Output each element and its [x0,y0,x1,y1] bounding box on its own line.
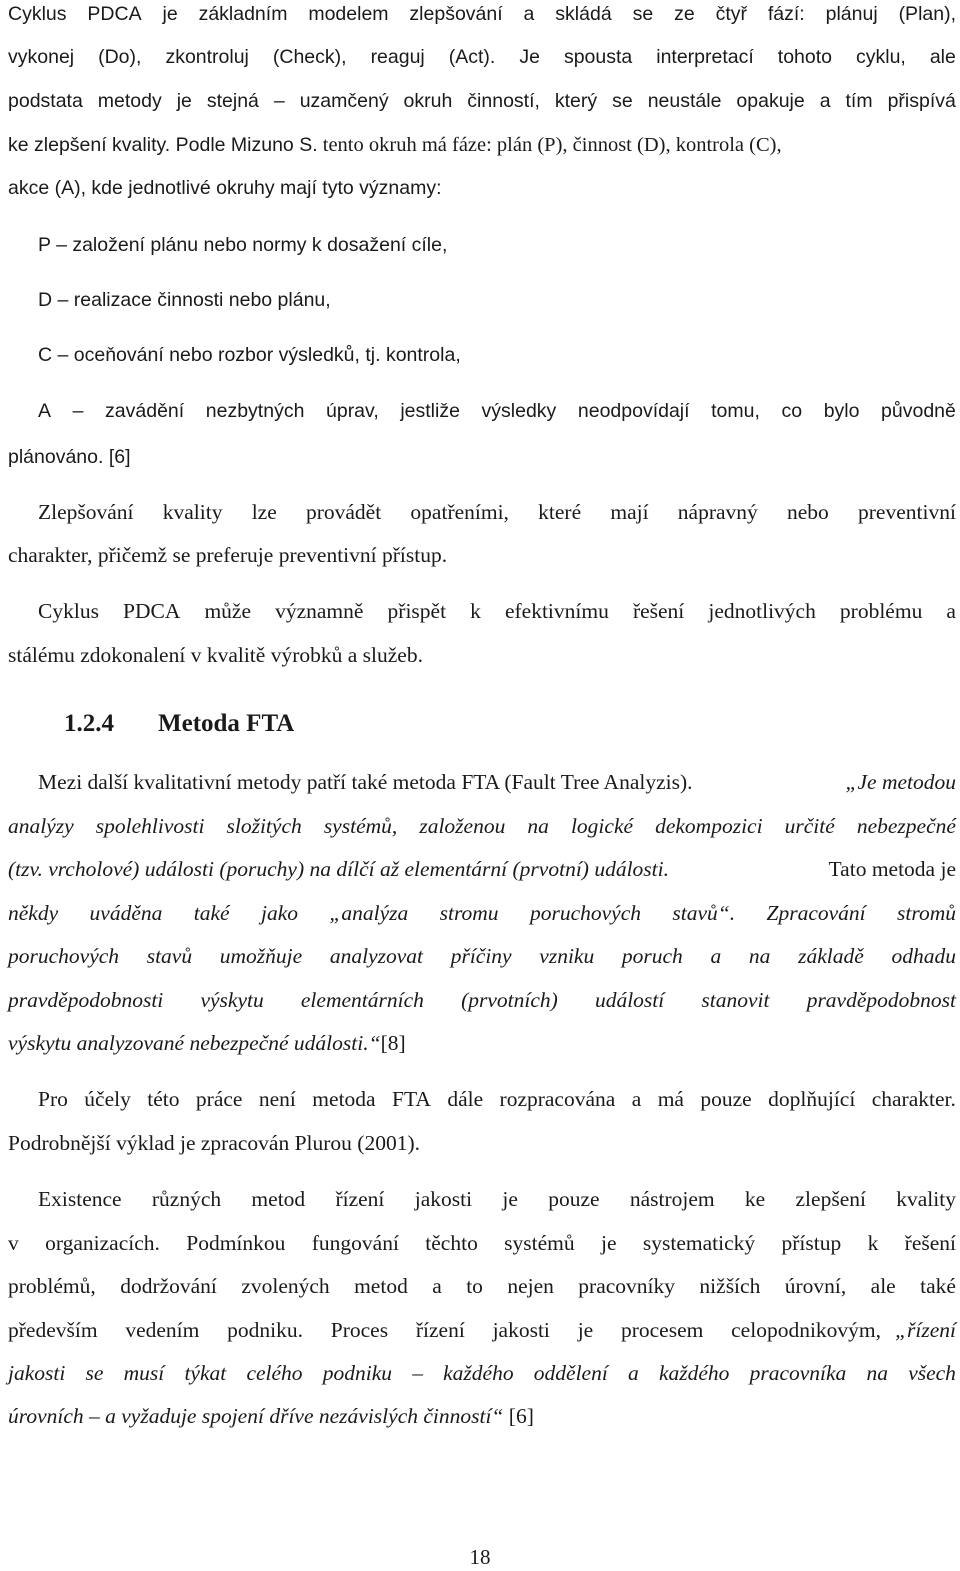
word: výsledky [481,400,557,422]
paragraph-line: akce (A), kde jednotlivé okruhy mají tyto významy: [8,177,442,199]
word: vzniku [539,944,595,968]
quote-text: (tzv. vrcholové) události (poruchy) na dílčí až elementární (prvotní) události. [8,857,669,881]
list-item-a-cont: plánováno. [6] [8,446,131,468]
word: zlepšení [795,1187,866,1211]
word: cyklu, [855,46,906,68]
paragraph-line [8,1316,956,1344]
word: původně [881,400,956,422]
word: se [85,1361,104,1385]
word: není [258,1087,296,1111]
word: preventivní [858,500,956,524]
word: (Do), [98,46,142,68]
word: celopodnikovým, [731,1318,882,1342]
word: určité [784,814,835,838]
word: dekompozici [655,814,763,838]
text-run: Tato metoda je [823,857,956,881]
paragraph-line [8,1272,956,1300]
word: poruch [621,944,683,968]
word: co [781,400,803,422]
word: PDCA [87,3,142,25]
word: fungování [311,1231,399,1255]
word: neustále [647,90,722,112]
word: tomu, [711,400,760,422]
list-item-d: D – realizace činnosti nebo plánu, [38,289,331,311]
word: těchto [425,1231,478,1255]
word: a [946,599,956,623]
text-run [8,1316,881,1344]
word: nižších [699,1274,761,1298]
word: Proces [330,1318,389,1342]
word: pouze [700,1087,752,1111]
list-item-c: C – oceňování nebo rozbor výsledků, tj. kontrola, [38,344,461,366]
word: této [147,1087,180,1111]
word: jakosti [492,1318,550,1342]
word: jestliže [400,400,460,422]
paragraph-line [8,855,956,883]
word: zvolených [241,1274,330,1298]
text-run: tento okruh má fáze: plán (P), činnost (D), kontrola (C), [317,134,782,156]
word: Existence [38,1187,122,1211]
paragraph-line [8,1029,406,1057]
word: událostí [594,988,665,1012]
word: metod [354,1274,408,1298]
text-run: ke zlepšení kvality. Podle Mizuno S. [8,134,318,156]
word: který [554,90,598,112]
word: musí [123,1361,165,1385]
word: řízení [415,1318,465,1342]
word: nezbytných [205,400,305,422]
word: týkat [184,1361,227,1385]
word: – [273,90,285,112]
word: přispívá [887,90,956,112]
word: ke [744,1187,766,1211]
word: jakosti [8,1361,66,1385]
word: složitých [226,814,302,838]
word: pouze [548,1187,600,1211]
word: stejná [206,90,259,112]
word: tohoto [777,46,832,68]
word: analýzy [8,814,74,838]
word: je [176,90,192,112]
word: může [204,599,252,623]
word: zlepšování [409,3,503,25]
word: opakuje [736,90,805,112]
word: odhadu [891,944,956,968]
word: nejen [507,1274,554,1298]
word: problému [839,599,923,623]
list-item-p: P – založení plánu nebo normy k dosažení cíle, [38,234,448,256]
word: nebo [787,500,829,524]
page-number: 18 [469,1545,491,1569]
citation: [8] [380,1031,406,1055]
word: skládá [555,3,612,25]
paragraph-line [38,768,956,796]
word: které [538,500,582,524]
word: Zpracování [766,901,866,925]
word: (Check), [272,46,347,68]
word: má [657,1087,684,1111]
paragraph-line: stálému zdokonalení v kvalitě výrobků a služeb. [8,643,423,667]
paragraph-line [8,986,956,1014]
word: metoda [312,1087,376,1111]
word: k [470,599,481,623]
word: FTA [392,1087,431,1111]
word: činností, [467,90,540,112]
word: různých [151,1187,222,1211]
word: charakter. [871,1087,956,1111]
word: přístup [781,1231,842,1255]
word: kvality [162,500,223,524]
word: ale [929,46,956,68]
word: rozpracována [499,1087,616,1111]
word: systémů, [323,814,398,838]
word: uváděna [89,901,163,925]
section-title: Metoda FTA [158,710,295,737]
word: dodržování [120,1274,217,1298]
word: v [8,1231,19,1255]
word: dále [447,1087,484,1111]
word: stanovit [701,988,770,1012]
word: logické [570,814,634,838]
word: plánuj [825,3,878,25]
word: především [8,1318,98,1342]
paragraph-line [8,899,956,927]
paragraph-line [38,597,956,625]
word: fází: [767,3,805,25]
word: A [38,400,52,422]
paragraph-line [8,1229,956,1257]
word: práce [195,1087,243,1111]
word: výskytu [200,988,264,1012]
word: a [710,944,722,968]
word: úrovní, [784,1274,847,1298]
word: neodpovídají [577,400,690,422]
word: analyzovat [329,944,424,968]
paragraph-line: Podrobnější výklad je zpracován Plurou (2001). [8,1131,420,1155]
word: se [632,3,654,25]
word: stavů“. [672,901,736,925]
word: modelem [308,3,389,25]
word: Zlepšování [38,500,134,524]
word: (Plan), [898,3,956,25]
section-heading [64,708,294,740]
word: příčiny [450,944,512,968]
word: podstata [8,90,83,112]
word: je [601,1231,617,1255]
word: a [631,1087,642,1111]
paragraph-line [38,498,956,526]
paragraph-line [38,1085,956,1113]
word: uzamčený [299,90,389,112]
word: vykonej [8,46,75,68]
word: na [527,814,549,838]
word: úprav, [326,400,379,422]
word: – [72,400,84,422]
word: poruchových [8,944,120,968]
word: také [193,901,230,925]
word: celého [246,1361,303,1385]
text-run: Mezi další kvalitativní metody patří také metoda FTA (Fault Tree Analyzis). [38,770,693,794]
word: PDCA [123,599,181,623]
word: je [577,1318,594,1342]
word: podniku [322,1361,393,1385]
word: umožňuje [219,944,303,968]
word: to [466,1274,483,1298]
citation: [6] [503,1404,534,1428]
word: spolehlivosti [95,814,205,838]
word: Podmínkou [186,1231,286,1255]
word: stromů [897,901,956,925]
word: každého [658,1361,730,1385]
word: procesem [620,1318,704,1342]
word: řešení [632,599,685,623]
word: také [920,1274,956,1298]
word: efektivnímu [504,599,609,623]
word: „analýza [329,901,409,925]
word: ale [870,1274,896,1298]
word: na [748,944,771,968]
word: a [628,1361,639,1385]
word: pracovníka [749,1361,847,1385]
word: přispět [387,599,447,623]
word: významně [275,599,364,623]
paragraph-line [8,942,956,970]
word: elementárních [300,988,424,1012]
word: nástrojem [629,1187,715,1211]
word: interpretací [656,46,754,68]
word: nebezpečné [856,814,956,838]
word: bylo [823,400,860,422]
word: podniku. [227,1318,303,1342]
quote-start: „Je metodou [845,770,956,794]
word: stavů [146,944,193,968]
word: zavádění [105,400,185,422]
paragraph-line [8,812,956,840]
word: základním [198,3,288,25]
word: na [866,1361,888,1385]
word: nápravný [677,500,758,524]
word: problémů, [8,1274,96,1298]
word: se [612,90,633,112]
word: (Act). [448,46,496,68]
word: systematický [642,1231,756,1255]
word: a [819,90,831,112]
word: Pro [38,1087,68,1111]
paragraph-line [8,1402,534,1430]
paragraph-line [8,87,956,115]
word: a [523,3,535,25]
paragraph-line [8,43,956,71]
quote-start: „řízení [895,1318,956,1342]
word: k [867,1231,879,1255]
word: je [162,3,178,25]
word: spousta [563,46,633,68]
word: Cyklus [38,599,99,623]
list-item-a [38,397,956,425]
word: systémů [504,1231,575,1255]
word: mají [610,500,649,524]
word: provádět [305,500,382,524]
word: řešení [904,1231,956,1255]
word: vedením [125,1318,200,1342]
word: (prvotních) [461,988,558,1012]
word: Cyklus [8,3,67,25]
word: metod [251,1187,306,1211]
word: každého [443,1361,514,1385]
word: účely [84,1087,131,1111]
paragraph-line [8,0,956,28]
word: všech [908,1361,956,1385]
word: opatřeními, [410,500,509,524]
paragraph-line [8,1359,956,1387]
word: čtyř [715,3,747,25]
word: tím [845,90,873,112]
quote-end: úrovních – a vyžaduje spojení dříve nezávislých činností“ [8,1404,504,1428]
word: Je [519,46,540,68]
paragraph-line: charakter, přičemž se preferuje preventivní přístup. [8,543,448,567]
paragraph-line [38,1185,956,1213]
word: okruh [403,90,453,112]
word: oddělení [533,1361,608,1385]
word: poruchových [529,901,641,925]
word: zkontroluj [165,46,249,68]
word: jako [260,901,298,925]
word: ze [674,3,695,25]
word: je [502,1187,518,1211]
word: základě [798,944,864,968]
word: stromu [439,901,499,925]
quote-end: výskytu analyzované nebezpečné události.“ [8,1031,381,1055]
word: řízení [335,1187,385,1211]
word: pravděpodobnost [806,988,956,1012]
word: doplňující [768,1087,856,1111]
word: jednotlivých [708,599,816,623]
word: a [432,1274,442,1298]
word: pracovníky [578,1274,676,1298]
word: reaguj [370,46,425,68]
word: kvality [896,1187,956,1211]
word: lze [251,500,277,524]
word: organizacích. [45,1231,160,1255]
word: metody [97,90,162,112]
word: založenou [419,814,506,838]
section-number: 1.2.4 [64,710,114,737]
word: jakosti [414,1187,473,1211]
paragraph-line [8,131,956,159]
word: někdy [8,901,59,925]
word: pravděpodobnosti [8,988,164,1012]
word: – [412,1361,423,1385]
